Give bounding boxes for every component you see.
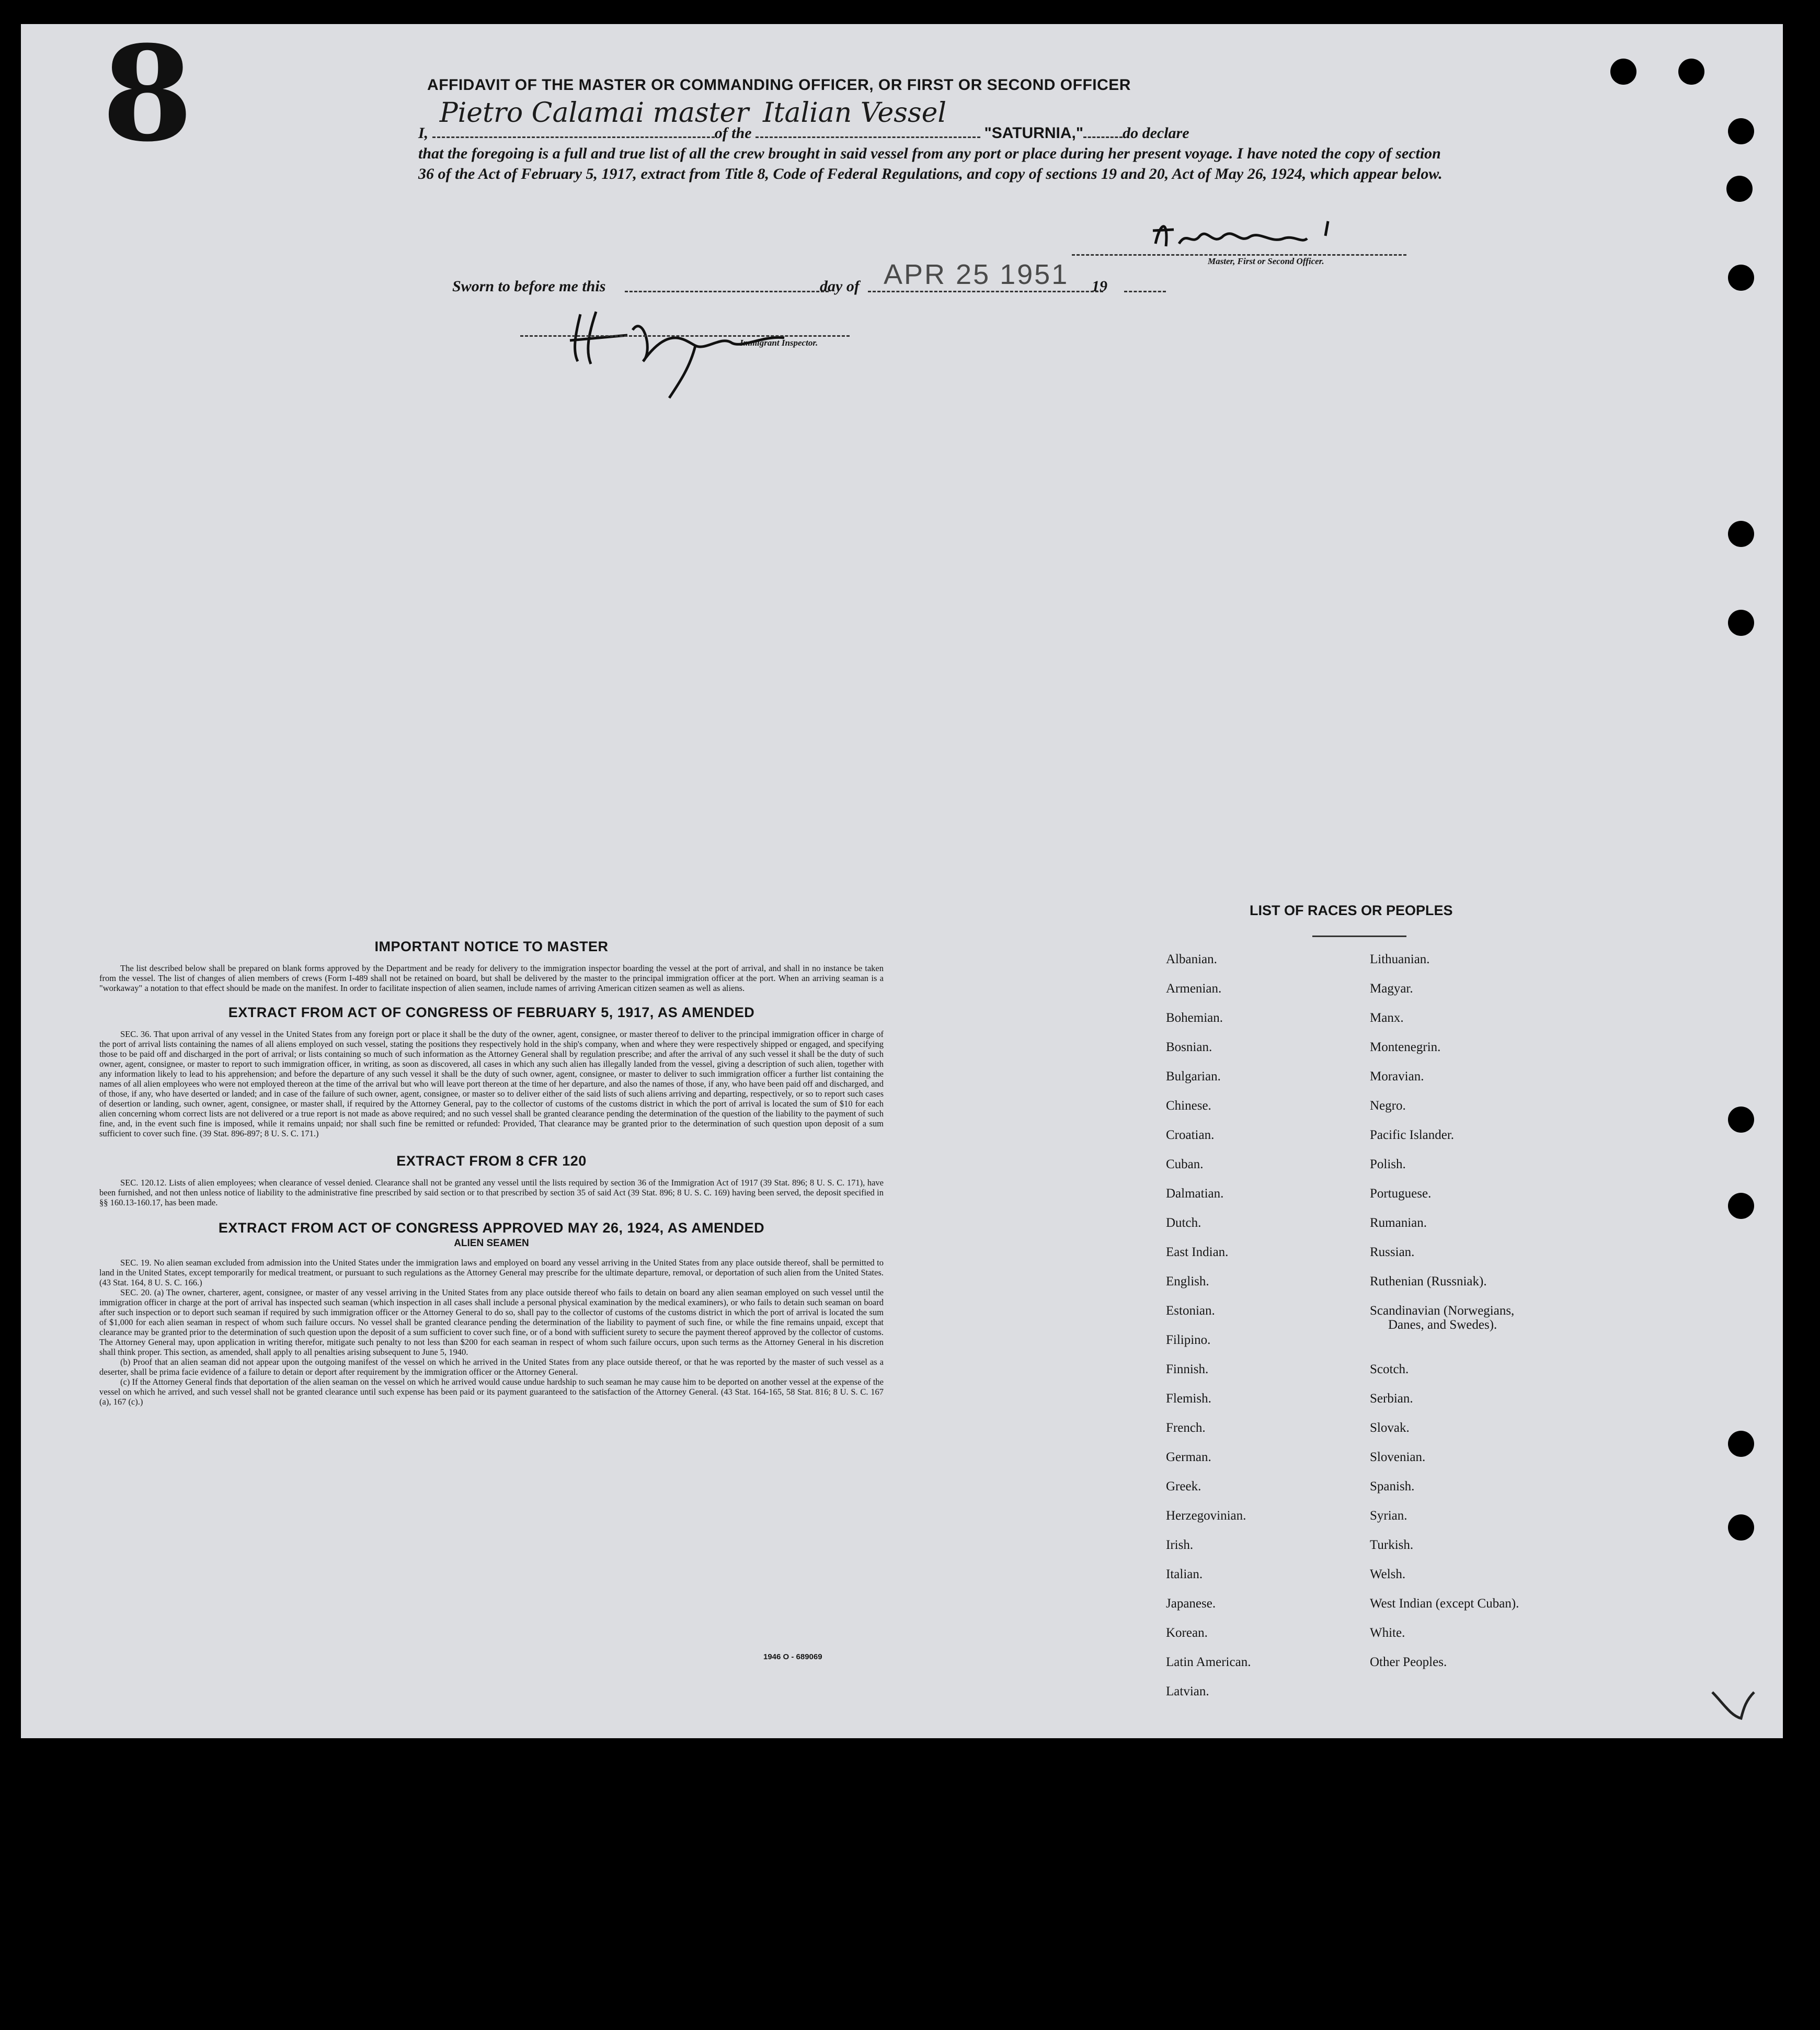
race-item: Dalmatian. — [1166, 1187, 1224, 1201]
master-name-handwritten: Pietro Calamai master — [439, 97, 749, 129]
race-item: Scotch. — [1370, 1362, 1409, 1376]
race-item: Syrian. — [1370, 1509, 1407, 1523]
race-item: Cuban. — [1166, 1157, 1204, 1171]
race-item: Latvian. — [1166, 1684, 1209, 1698]
declaration-body: that the foregoing is a full and true list of all the crew brought in said vessel from any port or place during her present voyage. I have noted the copy of section 36 of the Act of February 5, 1917, extract from Title 8, Code of Federal Regulations, and copy of sections 19 and 20, Act of May 26, 1924, which appear below. — [418, 145, 1443, 183]
race-item: German. — [1166, 1450, 1211, 1464]
race-item: Bosnian. — [1166, 1040, 1212, 1054]
race-item: Filipino. — [1166, 1333, 1211, 1347]
race-item: West Indian (except Cuban). — [1370, 1596, 1519, 1611]
race-item: Bohemian. — [1166, 1011, 1223, 1025]
punch-hole — [1610, 59, 1636, 85]
race-item: Welsh. — [1370, 1567, 1406, 1581]
race-item: Moravian. — [1370, 1069, 1424, 1084]
extract2-text: SEC. 120.12. Lists of alien employees; when clearance of vessel denied. Clearance shall not be granted any vessel until the lists required by section 36 of the Immigration Act of 1917 (39 Stat. 896; 8 U. S. C. 171), have been furnished, and not then unless notice of liability to the administrative fine prescribed by said section or to that prescribed by section 35 of said Act (39 Stat. 896; 8 U. S. C. 169) having been served, the deposit specified in §§ 160.13-160.17, has been made. — [99, 1178, 884, 1207]
sworn-month-blank — [868, 291, 1103, 292]
form-sheet — [21, 24, 1783, 1738]
vessel-type-blank — [756, 97, 980, 138]
race-item: Serbian. — [1370, 1392, 1413, 1406]
notice-title: IMPORTANT NOTICE TO MASTER — [374, 939, 609, 954]
ship-name-blank — [1083, 121, 1123, 138]
punch-hole — [1678, 59, 1704, 85]
race-item: Estonian. — [1166, 1304, 1215, 1318]
race-item: Herzegovinian. — [1166, 1509, 1246, 1523]
sworn-year-blank — [1124, 291, 1166, 292]
page-number: 8 — [102, 24, 193, 170]
race-item: Latin American. — [1166, 1655, 1251, 1669]
punch-hole — [1728, 521, 1754, 547]
punch-hole — [1728, 1107, 1754, 1133]
master-signature — [1150, 215, 1401, 257]
race-item: Chinese. — [1166, 1099, 1211, 1113]
race-item: Scandinavian (Norwegians, — [1370, 1304, 1515, 1318]
notice-paragraph: The list described below shall be prepared on blank forms approved by the Department and be ready for delivery to the immigration inspector boarding the vessel at the port of arrival, and shall in no instance be taken from the vessel. The list of changes of alien members of crews (Form I-489 shall not be retained on board, but shall be delivered by the master to the principal immigration officer at the port. When an arriving seaman is a "workaway" a notation to that effect should be made on the manifest. In order to facilitate inspection of alien seamen, include names of arriving American citizen seamen as well as aliens. — [99, 963, 884, 993]
of-the-label: of the — [714, 124, 752, 142]
inspector-caption: Immigrant Inspector. — [740, 338, 818, 348]
race-item: French. — [1166, 1421, 1206, 1435]
year-prefix: 19 — [1092, 278, 1107, 295]
race-item: Japanese. — [1166, 1596, 1216, 1611]
race-item: Dutch. — [1166, 1216, 1201, 1230]
punch-hole — [1728, 118, 1754, 144]
race-item: Ruthenian (Russniak). — [1370, 1274, 1487, 1288]
day-of-label: day of — [820, 278, 860, 295]
race-item: Negro. — [1370, 1099, 1406, 1113]
check-mark-icon — [1710, 1687, 1762, 1729]
extract3-sec19: SEC. 19. No alien seaman excluded from admission into the United States under the immigration laws and employed on board any vessel arriving in the United States from any place outside thereof, shall be permitted to land in the United States, except temporarily for medical treatment, or pursuant to such regulations as the Attorney General may prescribe for the ultimate departure, removal, or deportation of such alien from the United States. (43 Stat. 164, 8 U. S. C. 166.) — [99, 1258, 884, 1287]
races-title-rule — [1312, 936, 1406, 937]
punch-hole — [1728, 1193, 1754, 1219]
punch-hole — [1728, 610, 1754, 636]
punch-hole — [1728, 1431, 1754, 1457]
race-item: Manx. — [1370, 1011, 1404, 1025]
ship-name: "SATURNIA," — [984, 124, 1084, 142]
race-item: Portuguese. — [1370, 1187, 1432, 1201]
race-item: Slovak. — [1370, 1421, 1410, 1435]
punch-hole — [1728, 265, 1754, 291]
extract3-subtitle: ALIEN SEAMEN — [454, 1238, 529, 1249]
extract3-sec20a: SEC. 20. (a) The owner, charterer, agent, consignee, or master of any vessel arriving in the United States from any place outside thereof who fails to detain on board any alien seaman employed on such vessel until the immigration officer in charge at the port of arrival has inspected such seaman (which inspection in all cases shall include a personal physical examination by the medical examiners), or who fails to detain such seaman on board after such inspection or to deport such seaman if required by such immigration officer or the Attorney General to do so, shall pay to the collector of customs of the customs district in which the port of arrival is located the sum of $1,000 for each alien seaman in respect of whom such failure occurs. No vessel shall be granted clearance pending the determination of the liability to payment of such fine, or while the fine remains unpaid, except that clearance may be granted prior to the determination of such question upon the deposit of a sum sufficient to cover such fine, or of a bond with sufficient surety to secure the payment thereof approved by the collector of customs. The Attorney General may, upon application in writing therefor, mitigate such penalty to not less than $200 for each seaman in respect of whom such failure occurs, upon such terms as the Attorney General in his discretion shall think proper. This section, as amended, shall apply to all penalties arising subsequent to June 5, 1940. — [99, 1287, 884, 1357]
race-item: Italian. — [1166, 1567, 1203, 1581]
master-signature-line — [1072, 254, 1406, 256]
printer-code: 1946 O - 689069 — [763, 1652, 822, 1661]
races-title: LIST OF RACES OR PEOPLES — [1250, 903, 1453, 918]
race-item: English. — [1166, 1274, 1209, 1288]
intro-i: I, — [418, 124, 429, 142]
race-item: Armenian. — [1166, 982, 1222, 996]
extract1-title: EXTRACT FROM ACT OF CONGRESS OF FEBRUARY 5, 1917, AS AMENDED — [228, 1005, 755, 1020]
inspector-signature-line — [520, 335, 850, 337]
affidavit-declaration — [418, 97, 1453, 184]
race-item: White. — [1370, 1626, 1405, 1640]
punch-hole — [1726, 176, 1753, 202]
race-item: Montenegrin. — [1370, 1040, 1441, 1054]
important-notice — [99, 937, 884, 1407]
extract3-sec20b: (b) Proof that an alien seaman did not appear upon the outgoing manifest of the vessel on which he arrived in the United States from any place outside thereof, or that he was reported by the master of such vessel as a deserter, shall be prima facie evidence of a failure to detain or deport after requirement by the immigration officer or the Attorney General. — [99, 1357, 884, 1377]
race-item: Spanish. — [1370, 1479, 1415, 1493]
race-item: Flemish. — [1166, 1392, 1211, 1406]
race-item: East Indian. — [1166, 1245, 1229, 1259]
sworn-day-blank — [625, 291, 829, 292]
race-item: Bulgarian. — [1166, 1069, 1221, 1084]
punch-hole — [1728, 1514, 1754, 1541]
extract1-text: SEC. 36. That upon arrival of any vessel in the United States from any foreign port or place it shall be the duty of the owner, agent, consignee, or master thereof to deliver to the principal immigration officer in charge of the port of arrival lists containing the names of all aliens employed on such vessel, stating the positions they respectively hold in the ship's company, when and where they were respectively shipped or engaged, and specifying those to be paid off and discharged in the port of arrival; or lists containing so much of such information as the Attorney General shall by regulation prescribe; and after the arrival of any such vessel it shall be the duty of such owner, agent, consignee, or master to report to such immigration officer, in writing, as soon as discovered, all cases in which any such alien has illegally landed from the vessel, giving a description of such alien, together with any information likely to lead to his apprehension; and before the departure of any such vessel it shall be the duty of such owner, agent, consignee, or master to deliver to such immigration officer a further list containing the names of all alien employees who were not employed thereon at the time of the arrival but who will leave port thereon at the time of her departure, and also the names of those, if any, who have been paid off and discharged, and of those, if any, who have deserted or landed; and in case of the failure of such owner, agent, consignee, or master so to deliver either of the said lists of such aliens arriving and departing, respectively, or so to report such cases of desertion or landing, such owner, agent, consignee, or master shall, if required by the Attorney General, pay to the collector of customs of the customs district in which the port of arrival is located the sum of $10 for each alien concerning whom correct lists are not delivered or a true report is not made as above required; and no such vessel shall be granted clearance pending the determination of the question of the liability to the payment of such fine, and, in the event such fine is imposed, while it remains unpaid; nor shall such fine be remitted or refunded: Provided, That clearance may be granted prior to the determination of such question upon deposit of a sum sufficient to cover such fine. (39 Stat. 896-897; 8 U. S. C. 171.) — [99, 1029, 884, 1138]
race-item: Pacific Islander. — [1370, 1128, 1455, 1142]
date-stamp: APR 25 1951 — [884, 259, 1069, 290]
vessel-type-handwritten: Italian Vessel — [763, 97, 947, 129]
race-item: Magyar. — [1370, 982, 1413, 996]
race-item: Lithuanian. — [1370, 952, 1430, 966]
race-item: Slovenian. — [1370, 1450, 1426, 1464]
inspector-signature — [565, 304, 810, 403]
race-item: Greek. — [1166, 1479, 1201, 1493]
extract2-title: EXTRACT FROM 8 CFR 120 — [396, 1153, 587, 1169]
race-item: Polish. — [1370, 1157, 1406, 1171]
race-item: Finnish. — [1166, 1362, 1209, 1376]
race-item: Albanian. — [1166, 952, 1217, 966]
do-declare-label: do declare — [1123, 124, 1189, 142]
extract3-title: EXTRACT FROM ACT OF CONGRESS APPROVED MAY 26, 1924, AS AMENDED — [218, 1220, 765, 1236]
race-item: Croatian. — [1166, 1128, 1215, 1142]
sworn-label: Sworn to before me this — [452, 278, 606, 295]
race-item: Rumanian. — [1370, 1216, 1427, 1230]
master-signature-caption: Master, First or Second Officer. — [1208, 256, 1324, 266]
race-item: Korean. — [1166, 1626, 1208, 1640]
race-item: Other Peoples. — [1370, 1655, 1447, 1669]
affidavit-title: AFFIDAVIT OF THE MASTER OR COMMANDING OFFICER, OR FIRST OR SECOND OFFICER — [427, 76, 1131, 94]
race-item: Turkish. — [1370, 1538, 1414, 1552]
race-item: Irish. — [1166, 1538, 1194, 1552]
race-item: Russian. — [1370, 1245, 1415, 1259]
extract3-sec20c: (c) If the Attorney General finds that deportation of the alien seaman on the vessel on which he arrived would cause undue hardship to such seaman he may cause him to be deported on another vessel at the expense of the vessel on which he arrived, and such vessel shall not be granted clearance until such expense has been paid or its payment guaranteed to the satisfaction of the Attorney General. (43 Stat. 164-165, 58 Stat. 816; 8 U. S. C. 167 (a), 167 (c).) — [99, 1377, 884, 1407]
race-item: Danes, and Swedes). — [1388, 1318, 1497, 1332]
